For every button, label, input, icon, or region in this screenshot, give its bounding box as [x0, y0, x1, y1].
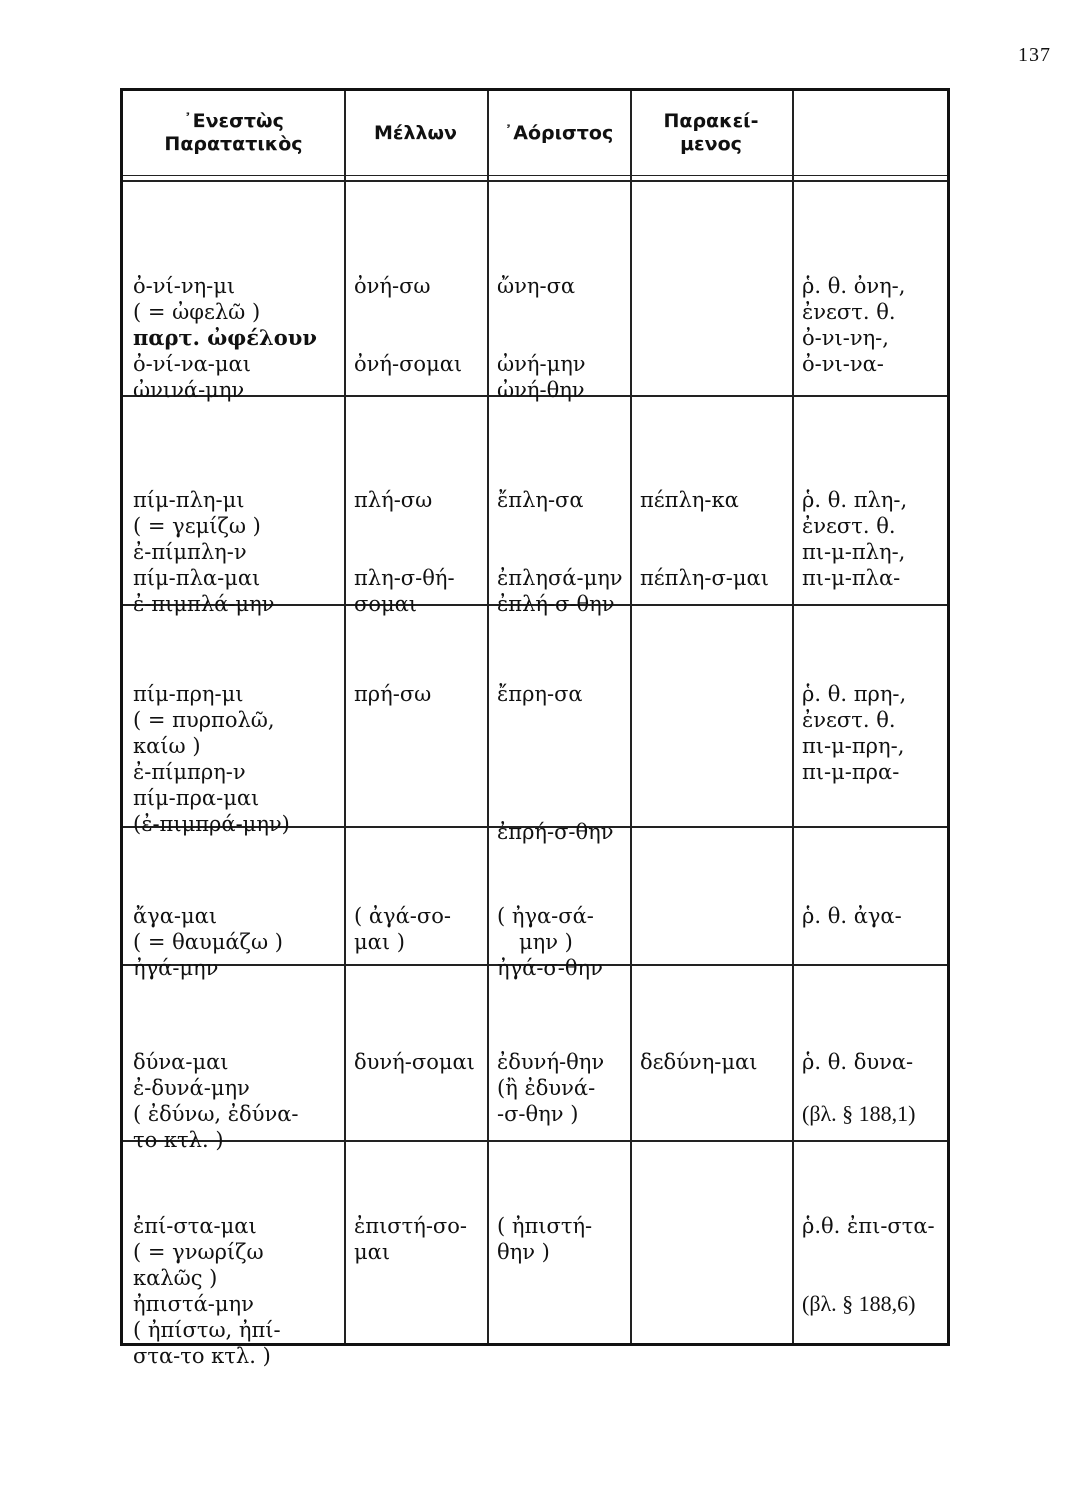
row-1-future: ὀνή-σω ὀνή-σομαι [354, 274, 463, 376]
row-2-future: πλή-σω πλη-σ-θή- σομαι [354, 488, 455, 616]
header-perfect: Παρακεί- μενος [663, 110, 759, 155]
conjugation-table [120, 88, 950, 1368]
header-rule [123, 180, 947, 182]
row-6-perfect [630, 1161, 667, 1421]
row-4-future: ( ἀγά-σο- μαι ) [354, 904, 451, 954]
row-3-aorist: ἔπρη-σα ἐπρή-σ-θην [497, 682, 614, 844]
row-3-present: πίμ-πρη-μι ( = πυρπολῶ, καίω ) ἐ-πίμπρη-ν πίμ-πρα-μαι (ἐ-πιμπρά-μην) [133, 682, 290, 836]
row-3-future: πρή-σω [354, 682, 432, 706]
row-1-perfect [630, 221, 667, 455]
row-1-present: ὀ-νί-νη-μι ( = ὠφελῶ ) παρτ. ὠφέλουν ὀ-νί-να-μαι ὠνινά-μην [133, 274, 317, 402]
header-aorist: ᾽Αόριστος [503, 121, 614, 144]
row-4-root-note: ῥ. θ. ἀγα- [802, 904, 902, 928]
row-2-root-note: ῥ. θ. πλη-, ἐνεστ. θ. πι-μ-πλη-, πι-μ-πλα- [802, 488, 908, 590]
page-number: 137 [1018, 44, 1051, 66]
header-rule [123, 175, 947, 176]
row-1-aorist: ὤνη-σα ὠνή-μην ὠνή-θην [497, 274, 586, 402]
row-4-present: ἄγα-μαι ( = θαυμάζω ) ἠγά-μην [133, 904, 283, 980]
row-2-present: πίμ-πλη-μι ( = γεμίζω ) ἐ-πίμπλη-ν πίμ-πλα-μαι ἐ-πιμπλά-μην [133, 488, 275, 616]
header-future: Μέλλων [374, 121, 457, 144]
row-5-perfect: δεδύνη-μαι [640, 1050, 758, 1074]
row-6-aorist: ( ἠπιστή- θην ) [497, 1214, 593, 1264]
row-1-root-note: ῥ. θ. ὀνη-, ἐνεστ. θ. ὀ-νι-νη-, ὀ-νι-να- [802, 274, 906, 376]
header-present-imperfect: ᾽Ενεστὼς Παρατατικὸς [164, 110, 303, 155]
row-6-present: ἐπί-στα-μαι ( = γνωρίζω καλῶς ) ἠπιστά-μην ( ἠπίστω, ἠπί- στα-το κτλ. ) [133, 1214, 281, 1368]
row-5-root-note: ῥ. θ. δυνα- (βλ. § 188,1) [802, 1050, 916, 1126]
row-5-present: δύνα-μαι ἐ-δυνά-μην ( ἐδύνω, ἐδύνα- το κτλ. ) [133, 1050, 299, 1152]
row-6-root-note: ῥ.θ. ἐπι-στα- (βλ. § 188,6) [802, 1214, 935, 1316]
row-3-root-note: ῥ. θ. πρη-, ἐνεστ. θ. πι-μ-πρη-, πι-μ-πρα- [802, 682, 907, 784]
row-6-future: ἐπιστή-σο- μαι [354, 1214, 468, 1264]
row-5-aorist: ἐδυνή-θην (ἢ ἐδυνά- -σ-θην ) [497, 1050, 605, 1126]
row-3-perfect [630, 629, 667, 889]
row-4-aorist: ( ἠγα-σά- μην ) ἠγά-σ-θην [497, 904, 603, 980]
row-2-perfect: πέπλη-κα πέπλη-σ-μαι [640, 488, 769, 590]
row-2-aorist: ἔπλη-σα ἐπλησά-μην ἐπλή-σ-θην [497, 488, 623, 616]
row-5-future: δυνή-σομαι [354, 1050, 475, 1074]
